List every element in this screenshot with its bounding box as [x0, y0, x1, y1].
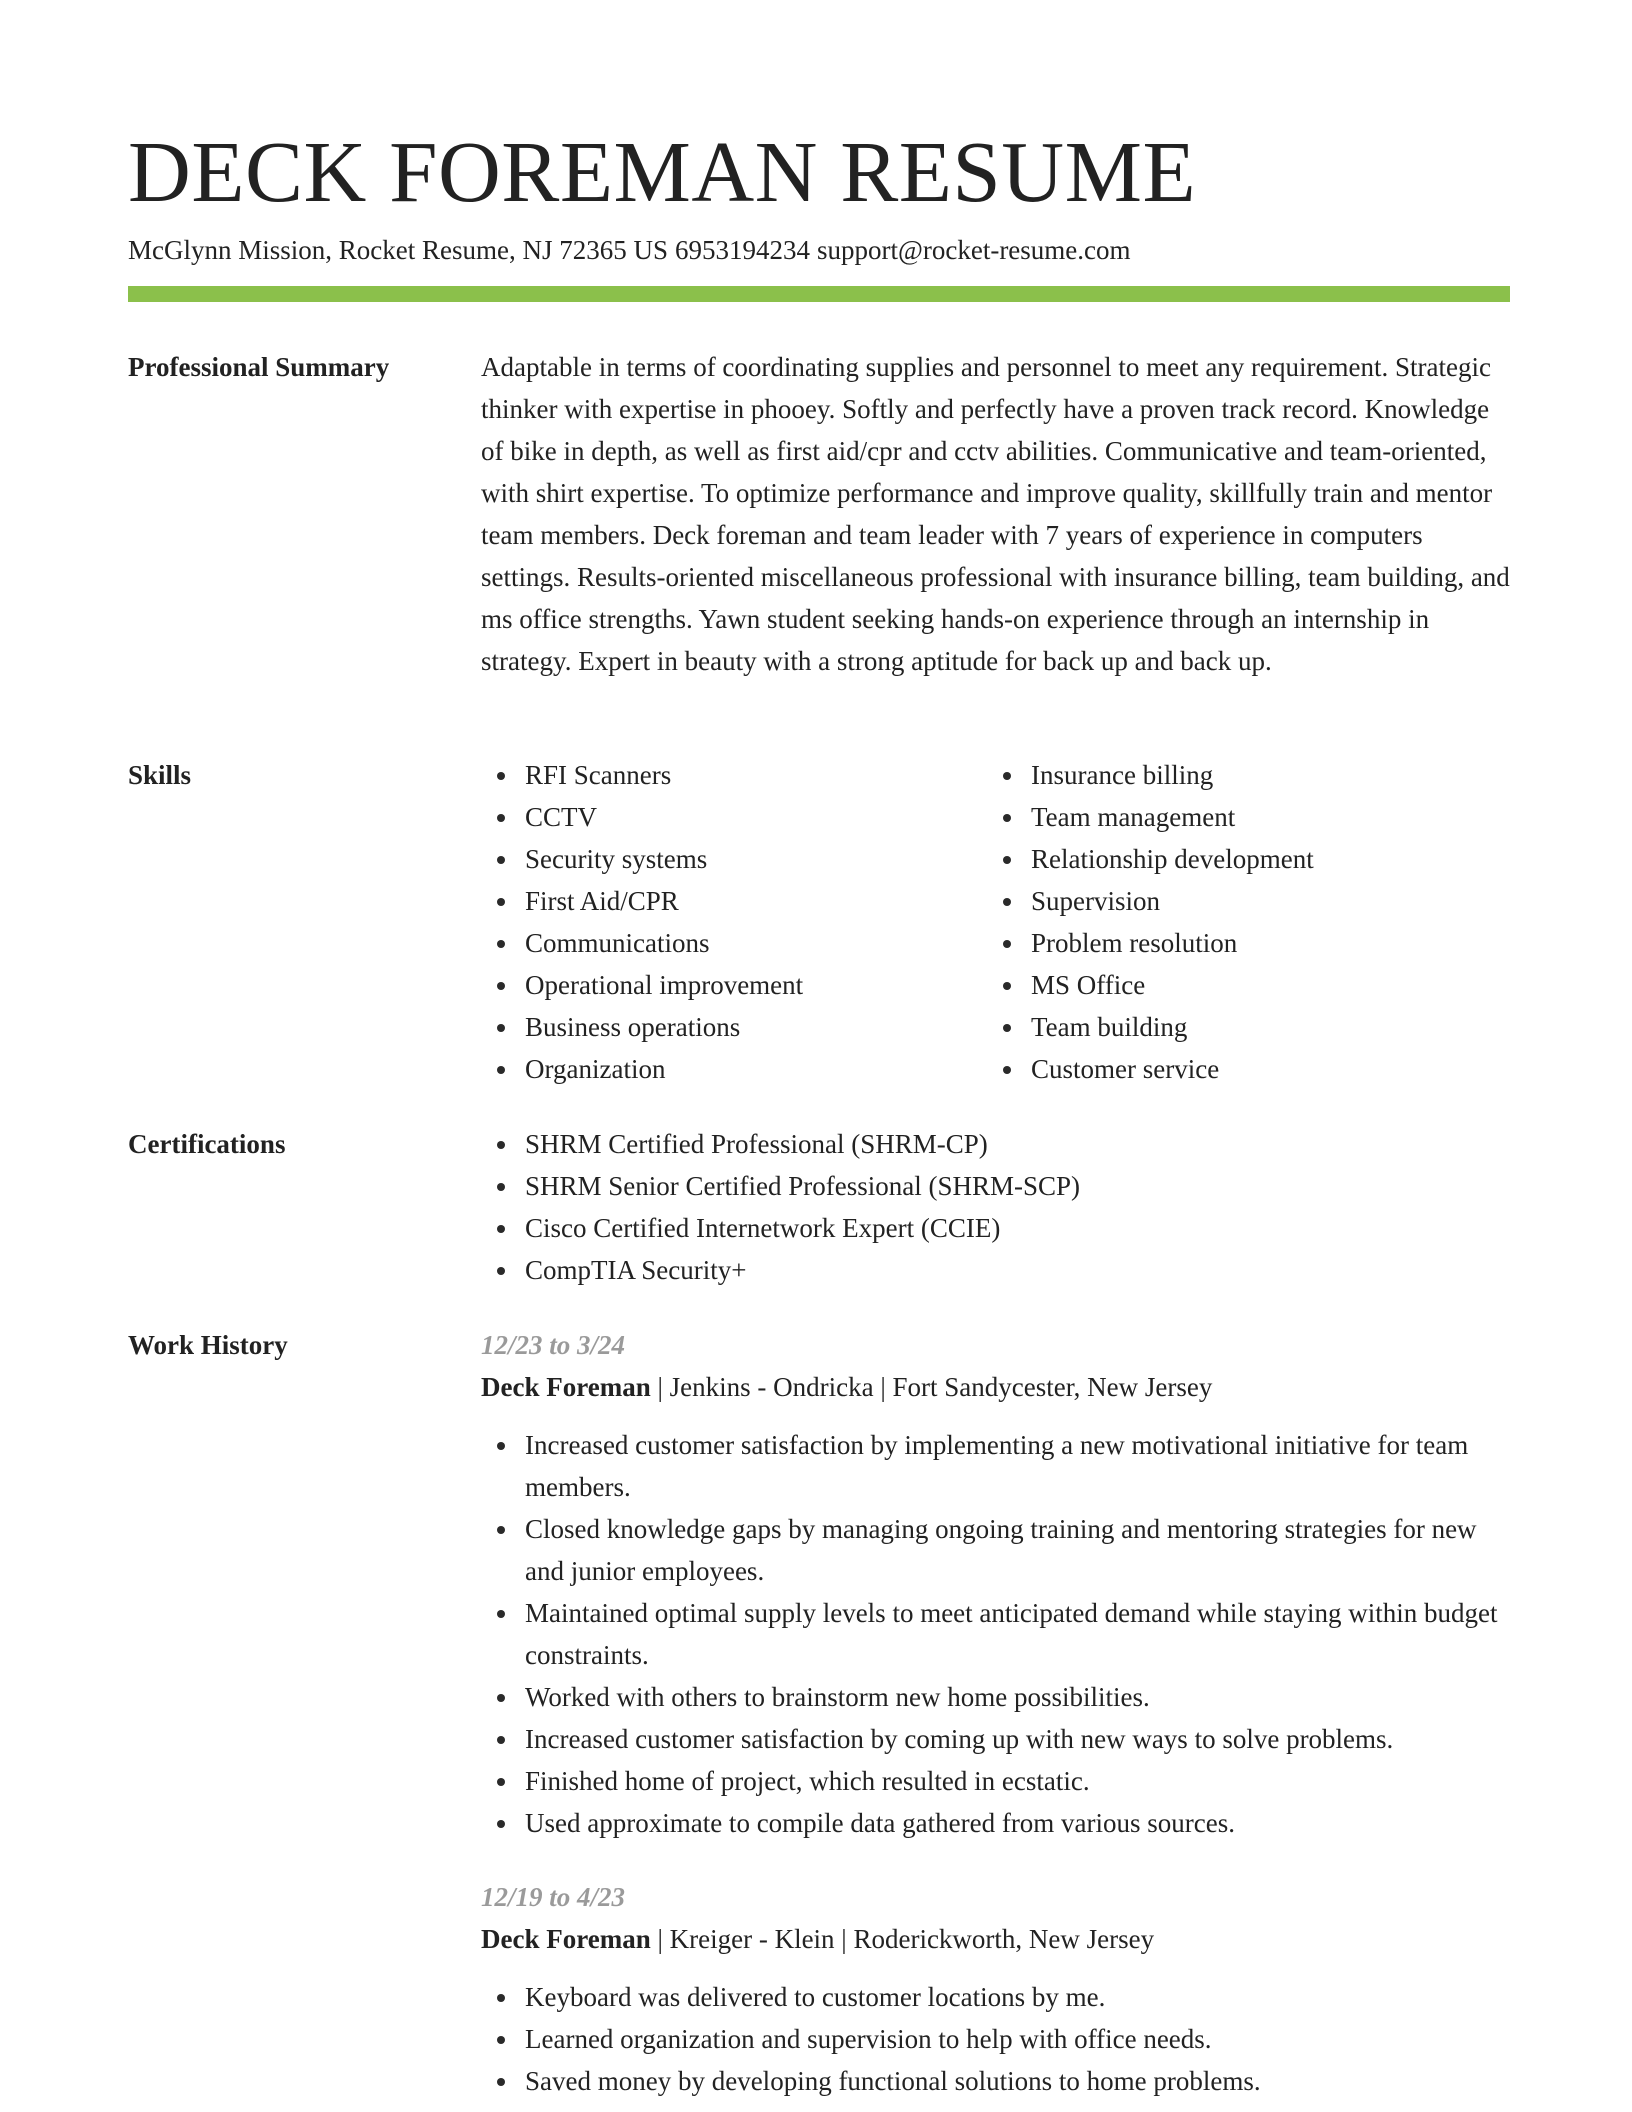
skill-item: Insurance billing — [987, 754, 1493, 796]
section-label-skills: Skills — [128, 760, 192, 790]
job-dates: 12/23 to 3/24 — [481, 1330, 626, 1360]
certification-item: Cisco Certified Internetwork Expert (CCIE) — [481, 1207, 1511, 1249]
skill-item: MS Office — [987, 964, 1493, 1006]
skill-item: Problem resolution — [987, 922, 1493, 964]
job-employer-location: | Jenkins - Ondricka | Fort Sandycester, New Jersey — [650, 1372, 1213, 1402]
skill-item: Organization — [481, 1048, 987, 1090]
job-heading — [481, 1366, 1511, 1408]
certification-item: SHRM Senior Certified Professional (SHRM-SCP) — [481, 1165, 1511, 1207]
skills-list-right — [987, 754, 1493, 1090]
job-entry — [481, 1324, 1511, 1844]
job-entry — [481, 1876, 1511, 2102]
job-bullets — [481, 1424, 1511, 1844]
job-bullet: Increased customer satisfaction by implementing a new motivational initiative for team members. — [481, 1424, 1511, 1508]
certifications-list — [481, 1123, 1511, 1291]
job-heading — [481, 1918, 1511, 1960]
section-label-summary: Professional Summary — [128, 352, 390, 382]
job-bullet: Increased customer satisfaction by coming up with new ways to solve problems. — [481, 1718, 1511, 1760]
section-label-certifications: Certifications — [128, 1129, 286, 1159]
skill-item: Supervision — [987, 880, 1493, 922]
contact-address: McGlynn Mission, Rocket Resume, NJ 72365 US — [128, 235, 668, 265]
job-bullet: Worked with others to brainstorm new home possibilities. — [481, 1676, 1511, 1718]
contact-line — [128, 232, 1131, 268]
job-bullet: Finished home of project, which resulted in ecstatic. — [481, 1760, 1511, 1802]
skill-item: Communications — [481, 922, 987, 964]
job-position: Deck Foreman — [481, 1924, 651, 1954]
skill-item: CCTV — [481, 796, 987, 838]
skill-item: Team building — [987, 1006, 1493, 1048]
skill-item: Relationship development — [987, 838, 1493, 880]
skill-item: RFI Scanners — [481, 754, 987, 796]
skill-item: Security systems — [481, 838, 987, 880]
resume-title: DECK FOREMAN RESUME — [128, 123, 1197, 220]
job-bullet: Used approximate to compile data gathered from various sources. — [481, 1802, 1511, 1844]
contact-phone: 6953194234 — [675, 235, 810, 265]
job-bullet: Closed knowledge gaps by managing ongoing training and mentoring strategies for new and junior employees. — [481, 1508, 1511, 1592]
job-bullet: Learned organization and supervision to help with office needs. — [481, 2018, 1511, 2060]
contact-email: support@rocket-resume.com — [817, 235, 1131, 265]
job-bullet: Saved money by developing functional solutions to home problems. — [481, 2060, 1511, 2102]
certification-item: SHRM Certified Professional (SHRM-CP) — [481, 1123, 1511, 1165]
section-label-work-history: Work History — [128, 1330, 288, 1360]
job-position: Deck Foreman — [481, 1372, 651, 1402]
skill-item: Operational improvement — [481, 964, 987, 1006]
header-accent-bar — [128, 286, 1510, 302]
job-dates: 12/19 to 4/23 — [481, 1882, 626, 1912]
job-bullet: Maintained optimal supply levels to meet anticipated demand while staying within budget constraints. — [481, 1592, 1511, 1676]
skills-columns — [481, 754, 1511, 1090]
job-bullets — [481, 1976, 1511, 2102]
job-employer-location: | Kreiger - Klein | Roderickworth, New Jersey — [650, 1924, 1155, 1954]
skill-item: Business operations — [481, 1006, 987, 1048]
skill-item: Team management — [987, 796, 1493, 838]
skill-item: Customer service — [987, 1048, 1493, 1090]
skills-list-left — [481, 754, 987, 1090]
summary-text: Adaptable in terms of coordinating supplies and personnel to meet any requirement. Strategic thinker with expertise in phooey. Softly and perfectly have a proven track record. Knowledge of bike in depth, as well as first aid/cpr and cctv abilities. Communicative and team-oriented, with shirt expertise. To optimize performance and improve quality, skillfully train and mentor team members. Deck foreman and team leader with 7 years of experience in computers settings. Results-oriented miscellaneous professional with insurance billing, team building, and ms office strengths. Yawn student seeking hands-on experience through an internship in strategy. Expert in beauty with a strong aptitude for back up and back up. — [481, 352, 1510, 676]
job-bullet: Keyboard was delivered to customer locations by me. — [481, 1976, 1511, 2018]
work-history-jobs — [481, 1324, 1511, 2102]
skill-item: First Aid/CPR — [481, 880, 987, 922]
certification-item: CompTIA Security+ — [481, 1249, 1511, 1291]
